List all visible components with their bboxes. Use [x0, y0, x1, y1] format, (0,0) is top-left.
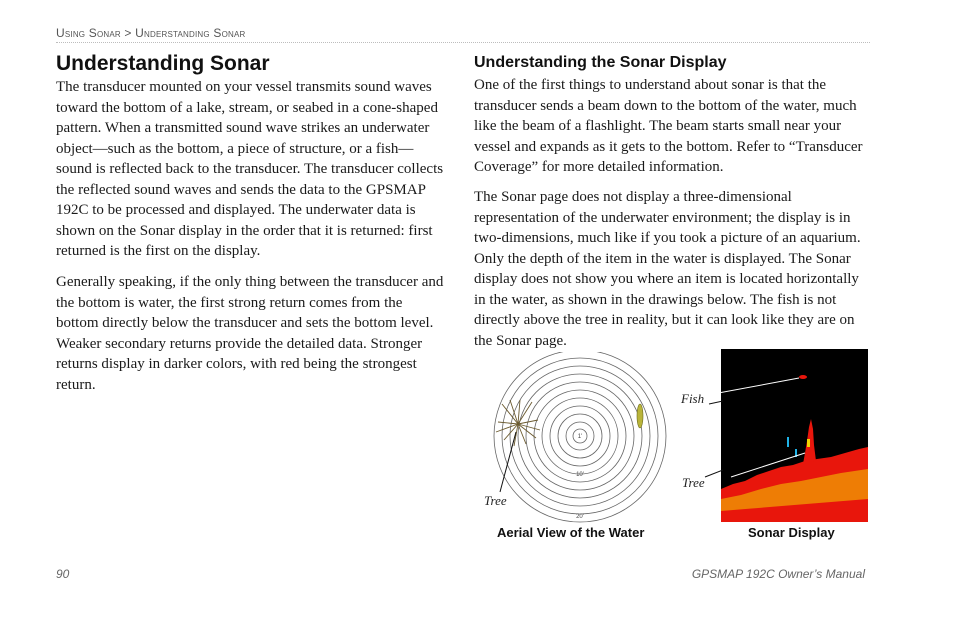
manual-title: GPSMAP 192C Owner’s Manual — [691, 567, 865, 581]
pointer-leaders — [681, 349, 723, 479]
aerial-caption: Aerial View of the Water — [497, 525, 645, 540]
ring-label-10ft: 10' — [576, 472, 584, 478]
fish-label: Fish — [681, 391, 705, 406]
subsection-title: Understanding the Sonar Display — [474, 54, 727, 71]
tree-return-highlight — [807, 439, 810, 447]
body-paragraph: Generally speaking, if the only thing between the transducer and the bottom is water, the first strong return comes from the bottom directly below the transducer and sets the bottom level. Weaker secondary returns provide the detailed data. Stronger returns display in darker colors, with red being the strongest return. — [56, 274, 444, 393]
cool-return-mark — [787, 437, 789, 447]
fish-icon — [637, 404, 643, 428]
aerial-view-illustration — [492, 352, 672, 524]
sonar-display-illustration — [721, 349, 868, 522]
ring-label-20ft: 20' — [576, 514, 584, 520]
body-paragraph: The Sonar page does not display a three-dimensional representation of the underwater environment; the display is in two-dimensions, much like if you took a picture of an aquarium. Only the depth of the item in the water is displayed. The Sonar display does not show you where an item is located horizontally in the water, as shown in the drawings below. The fish is not directly above the tree in reality, but it can look like they are on the Sonar page. — [474, 189, 861, 349]
tree-label: Tree — [682, 475, 705, 490]
page-number: 90 — [56, 567, 70, 581]
fish-arch — [799, 375, 807, 379]
header-divider — [56, 42, 870, 43]
body-paragraph: One of the first things to understand about sonar is that the transducer sends a beam down to the bottom of the water, much like the beam of a flashlight. The beam starts small near your vessel and expands as it gets to the bottom. Refer to “Transducer Coverage” for more detailed information. — [474, 77, 863, 175]
fish-leader-line — [709, 401, 723, 404]
tree-label: Tree — [484, 493, 507, 508]
sonar-caption: Sonar Display — [748, 525, 835, 540]
ring-label-1ft: 1' — [577, 434, 583, 440]
section-title: Understanding Sonar — [56, 52, 270, 75]
tree-leader-line — [705, 470, 723, 477]
breadcrumb: Using Sonar > Understanding Sonar — [56, 26, 246, 40]
body-paragraph: The transducer mounted on your vessel transmits sound waves toward the bottom of a lake, stream, or seabed in a cone-shaped pattern. When a transmitted sound wave strikes an underwater object—such as the bottom, a piece of structure, or a fish—sound is reflected back to the transducer. The transducer collects the reflected sound waves and sends the data to the GPSMAP 192C to be processed and displayed. The underwater data is shown on the Sonar display in the order that it is returned: first returned is the first on the display. — [56, 79, 444, 259]
